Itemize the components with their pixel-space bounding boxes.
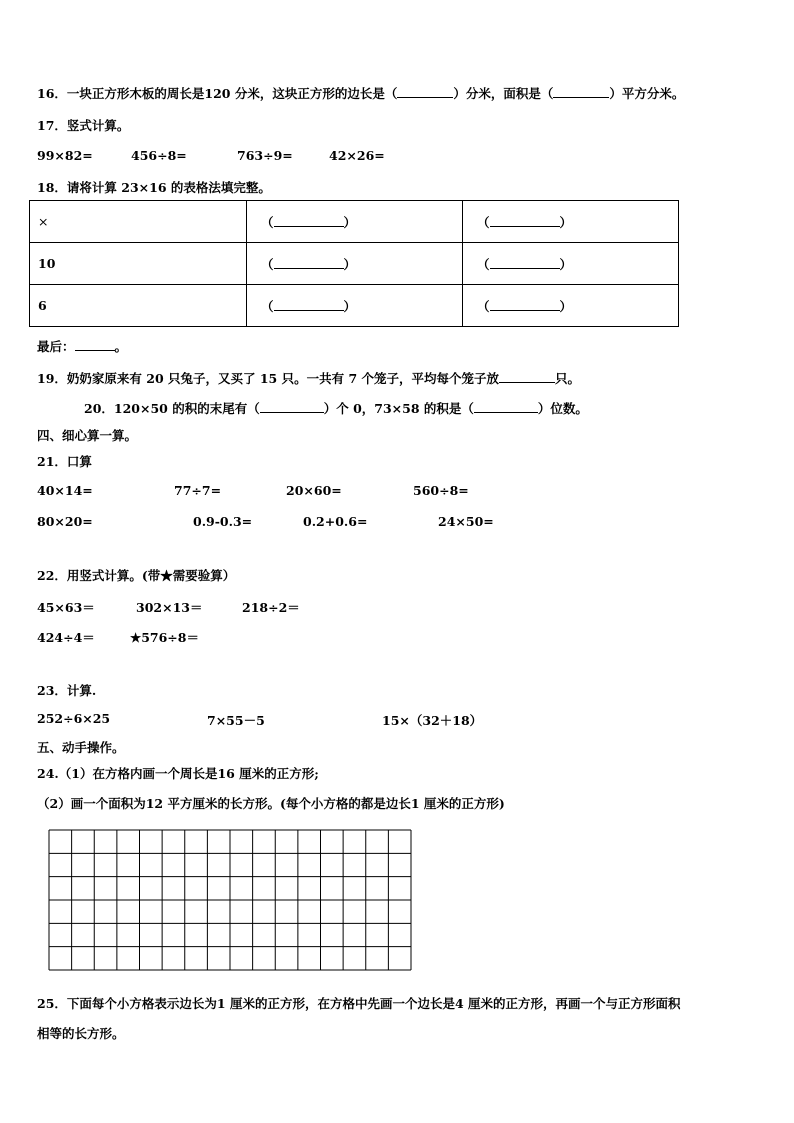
answer-blank[interactable] — [490, 256, 560, 269]
q21-item: 40×14= — [37, 483, 93, 498]
table-cell: × — [30, 201, 247, 243]
q22-item: 302×13＝ — [136, 600, 203, 615]
answer-blank[interactable] — [553, 85, 609, 98]
answer-blank[interactable] — [474, 400, 538, 413]
q21-item: 80×20= — [37, 514, 93, 529]
table-cell: 6 — [30, 285, 247, 327]
q21-title: 21．口算 — [37, 454, 92, 469]
answer-blank[interactable] — [274, 298, 344, 311]
answer-blank[interactable] — [490, 298, 560, 311]
table-cell: （ ） — [463, 285, 679, 327]
table-row — [30, 285, 679, 327]
answer-blank[interactable] — [274, 256, 344, 269]
q21-item: 20×60= — [286, 483, 342, 498]
q16-mid: ）分米，面积是（ — [453, 86, 554, 101]
table-cell: （ ） — [463, 243, 679, 285]
table-cell: （ ） — [247, 201, 463, 243]
q23-item: 15×（32＋18） — [382, 713, 483, 728]
q18-title: 18．请将计算 23×16 的表格法填完整。 — [37, 180, 271, 195]
q21-item: 24×50= — [438, 514, 494, 529]
q22-item: 218÷2＝ — [242, 600, 300, 615]
q16-text: 16．一块正方形木板的周长是120 分米，这块正方形的边长是（ — [37, 86, 398, 101]
q21-item: 77÷7= — [174, 483, 222, 498]
answer-blank[interactable] — [490, 214, 560, 227]
table-cell: （ ） — [247, 285, 463, 327]
table-row — [30, 201, 679, 243]
table-cell: 10 — [30, 243, 247, 285]
section-title: 四、细心算一算。 — [37, 428, 138, 443]
q23-title: 23．计算. — [37, 683, 97, 698]
question-19: 19．奶奶家原来有 20 只兔子，又买了 15 只。一共有 7 个笼子，平均每个笼子放 只。 — [37, 371, 581, 386]
answer-blank[interactable] — [499, 370, 555, 383]
q17-item: 99×82= — [37, 148, 93, 163]
table-cell: （ ） — [247, 243, 463, 285]
q17-item: 763÷9= — [237, 148, 293, 163]
q22-item: 45×63＝ — [37, 600, 95, 615]
question-20: 20．120×50 的积的末尾有（ ）个 0，73×58 的积是（ ）位数。 — [84, 401, 588, 416]
question-16 — [37, 84, 684, 102]
table-row — [30, 243, 679, 285]
q17-item: 456÷8= — [131, 148, 187, 163]
answer-blank[interactable] — [260, 400, 324, 413]
q21-item: 0.9-0.3= — [193, 514, 253, 529]
table-cell: （ ） — [463, 201, 679, 243]
q21-item: 560÷8= — [413, 483, 469, 498]
q18-final: 最后： 。 — [37, 339, 128, 354]
answer-blank[interactable] — [75, 338, 115, 351]
q23-item: 252÷6×25 — [37, 711, 111, 726]
answer-blank[interactable] — [397, 85, 453, 98]
q23-item: 7×55－5 — [207, 713, 265, 728]
answer-blank[interactable] — [274, 214, 344, 227]
q24-line2: （2）画一个面积为12 平方厘米的长方形。(每个小方格的都是边长1 厘米的正方形) — [37, 796, 505, 811]
q21-item: 0.2+0.6= — [303, 514, 368, 529]
section-title: 五、动手操作。 — [37, 740, 125, 755]
q25-line2: 相等的长方形。 — [37, 1026, 125, 1041]
square-grid[interactable] — [48, 829, 412, 971]
multiplication-table — [29, 200, 679, 327]
q24-line1: 24.（1）在方格内画一个周长是16 厘米的正方形; — [37, 766, 319, 781]
q17-title: 17．竖式计算。 — [37, 118, 130, 133]
q25-line1: 25．下面每个小方格表示边长为1 厘米的正方形，在方格中先画一个边长是4 厘米的正方形，再画一个与正方形面积 — [37, 996, 681, 1011]
q22-item: ★576÷8＝ — [130, 630, 199, 645]
q22-title: 22．用竖式计算。(带★需要验算） — [37, 568, 236, 583]
q16-end: ）平方分米。 — [609, 86, 685, 101]
q17-item: 42×26= — [329, 148, 385, 163]
q22-item: 424÷4＝ — [37, 630, 95, 645]
